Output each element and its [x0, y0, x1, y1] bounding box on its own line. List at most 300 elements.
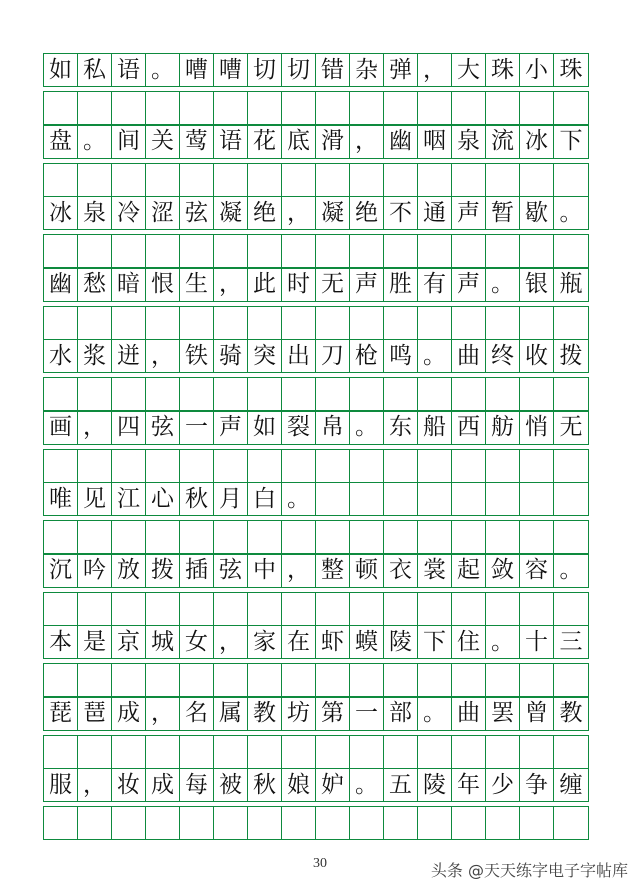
practice-cell — [78, 164, 112, 196]
practice-cell — [418, 736, 452, 768]
character-cell: 城 — [146, 626, 180, 658]
character-cell: 容 — [520, 555, 554, 587]
practice-cell — [554, 92, 588, 124]
practice-cell — [78, 736, 112, 768]
practice-cell — [282, 307, 316, 339]
character-cell: 迸 — [112, 340, 146, 372]
practice-cell — [146, 593, 180, 625]
character-cell: 三 — [559, 628, 583, 655]
practice-cell — [214, 664, 248, 696]
character-cell: 每 — [180, 769, 214, 801]
character-cell: 部 — [384, 698, 418, 730]
practice-cell — [316, 736, 350, 768]
practice-cell — [180, 92, 214, 124]
character-cell: 。 — [486, 269, 520, 301]
character-cell: 本 — [44, 626, 78, 658]
text-grid-row — [43, 554, 589, 588]
practice-cell — [44, 307, 78, 339]
character-cell: 曾 — [520, 698, 554, 730]
text-grid-row — [43, 125, 589, 159]
character-cell: 切 — [282, 54, 316, 86]
practice-cell — [486, 521, 520, 553]
practice-cell — [112, 235, 146, 267]
practice-cell — [112, 450, 146, 482]
practice-cell — [214, 450, 248, 482]
character-cell: 琵 — [44, 698, 78, 730]
practice-cell — [44, 664, 78, 696]
character-cell: 不 — [384, 197, 418, 229]
practice-cell — [452, 378, 486, 410]
practice-cell — [248, 92, 282, 124]
character-cell: 。 — [350, 412, 384, 444]
practice-cell — [520, 664, 554, 696]
practice-cell — [418, 307, 452, 339]
character-cell: 暂 — [486, 197, 520, 229]
character-cell: 西 — [452, 412, 486, 444]
practice-cell — [214, 235, 248, 267]
character-cell: ， — [282, 197, 316, 229]
practice-cell — [316, 307, 350, 339]
practice-cell — [384, 593, 418, 625]
character-cell: 住 — [452, 626, 486, 658]
character-cell: 下 — [418, 626, 452, 658]
character-cell: 陵 — [384, 626, 418, 658]
character-cell: 暗 — [112, 269, 146, 301]
practice-cell — [316, 664, 350, 696]
character-cell: 错 — [316, 54, 350, 86]
practice-cell — [78, 807, 112, 839]
practice-cell — [214, 92, 248, 124]
character-cell: 十 — [520, 626, 554, 658]
practice-cell — [44, 92, 78, 124]
practice-cell — [486, 164, 520, 196]
practice-cell — [248, 450, 282, 482]
practice-cell — [282, 521, 316, 553]
practice-cell — [554, 593, 588, 625]
practice-cell — [350, 521, 384, 553]
practice-cell — [350, 664, 384, 696]
practice-cell — [452, 450, 486, 482]
practice-cell — [452, 664, 486, 696]
practice-cell — [282, 235, 316, 267]
practice-cell — [554, 164, 588, 196]
character-cell: 有 — [418, 269, 452, 301]
practice-cell — [418, 521, 452, 553]
practice-cell — [146, 378, 180, 410]
practice-cell — [520, 164, 554, 196]
practice-cell — [520, 235, 554, 267]
character-cell: 如 — [44, 54, 78, 86]
character-cell: 。 — [282, 483, 316, 515]
character-cell: 敛 — [486, 555, 520, 587]
practice-cell — [214, 521, 248, 553]
practice-cell — [384, 664, 418, 696]
practice-cell — [180, 378, 214, 410]
character-cell: 莺 — [180, 126, 214, 158]
character-cell: 嘈 — [214, 54, 248, 86]
practice-cell — [78, 521, 112, 553]
character-cell: 珠 — [559, 56, 583, 83]
practice-cell — [282, 807, 316, 839]
practice-cell — [418, 164, 452, 196]
character-cell: 插 — [180, 555, 214, 587]
practice-cell — [554, 450, 588, 482]
practice-cell — [248, 307, 282, 339]
character-cell: 教 — [248, 698, 282, 730]
character-cell: 冰 — [44, 197, 78, 229]
character-cell: 是 — [78, 626, 112, 658]
character-cell: 陵 — [418, 769, 452, 801]
practice-cell — [282, 450, 316, 482]
practice-cell — [44, 450, 78, 482]
practice-cell — [282, 736, 316, 768]
character-cell: 被 — [214, 769, 248, 801]
practice-cell — [146, 164, 180, 196]
character-cell: 。 — [418, 340, 452, 372]
practice-cell — [282, 593, 316, 625]
character-cell: 凝 — [316, 197, 350, 229]
character-cell: 下 — [559, 128, 583, 154]
practice-grid-row — [43, 306, 589, 340]
practice-cell — [418, 235, 452, 267]
practice-cell — [78, 664, 112, 696]
character-cell: 秋 — [248, 769, 282, 801]
practice-cell — [282, 378, 316, 410]
character-cell: 突 — [248, 340, 282, 372]
character-cell: 语 — [112, 54, 146, 86]
practice-cell — [214, 378, 248, 410]
character-cell: 滑 — [316, 126, 350, 158]
practice-cell — [350, 92, 384, 124]
practice-cell — [112, 664, 146, 696]
character-cell: 胜 — [384, 269, 418, 301]
character-cell: 绝 — [248, 197, 282, 229]
character-cell: 画 — [44, 412, 78, 444]
character-cell: ， — [350, 126, 384, 158]
text-grid-row — [43, 482, 589, 516]
character-cell: 泉 — [452, 126, 486, 158]
practice-cell — [350, 307, 384, 339]
practice-cell — [520, 450, 554, 482]
character-cell: 在 — [282, 626, 316, 658]
practice-cell — [316, 164, 350, 196]
character-cell: 底 — [282, 126, 316, 158]
character-cell: 冰 — [520, 126, 554, 158]
character-cell: 。 — [146, 54, 180, 86]
practice-cell — [418, 378, 452, 410]
practice-cell — [554, 807, 588, 839]
character-cell: ， — [418, 54, 452, 86]
practice-cell — [180, 664, 214, 696]
character-cell: 中 — [248, 555, 282, 587]
practice-cell — [180, 307, 214, 339]
character-cell: 名 — [180, 698, 214, 730]
practice-cell — [214, 736, 248, 768]
character-cell: 铁 — [180, 340, 214, 372]
practice-cell — [350, 807, 384, 839]
character-cell: 妆 — [112, 769, 146, 801]
practice-cell — [452, 807, 486, 839]
practice-cell — [384, 164, 418, 196]
text-grid-row — [43, 53, 589, 87]
character-cell: 争 — [520, 769, 554, 801]
practice-cell — [112, 736, 146, 768]
character-cell: ， — [214, 269, 248, 301]
character-cell: 银 — [520, 269, 554, 301]
practice-cell — [214, 164, 248, 196]
practice-cell — [44, 521, 78, 553]
practice-cell — [486, 92, 520, 124]
practice-grid-row — [43, 91, 589, 125]
practice-cell — [384, 378, 418, 410]
character-cell: 涩 — [146, 197, 180, 229]
character-cell: 冷 — [112, 197, 146, 229]
practice-cell — [316, 807, 350, 839]
character-cell: 绝 — [350, 197, 384, 229]
practice-cell — [384, 807, 418, 839]
character-cell: 弦 — [180, 197, 214, 229]
character-cell: 东 — [384, 412, 418, 444]
practice-cell — [554, 235, 588, 267]
practice-cell — [316, 235, 350, 267]
practice-cell — [486, 807, 520, 839]
character-cell: 吟 — [78, 555, 112, 587]
character-cell: 裳 — [418, 555, 452, 587]
practice-cell — [78, 378, 112, 410]
character-cell: 瓶 — [559, 271, 583, 297]
character-cell: 一 — [180, 412, 214, 444]
practice-cell — [418, 664, 452, 696]
character-cell: 恨 — [146, 269, 180, 301]
practice-cell — [248, 593, 282, 625]
character-cell: 间 — [112, 126, 146, 158]
character-cell: 小 — [520, 54, 554, 86]
character-cell: 。 — [559, 199, 583, 226]
character-cell: 起 — [452, 555, 486, 587]
character-cell: 唯 — [44, 483, 78, 515]
practice-cell — [452, 593, 486, 625]
character-cell: 服 — [44, 769, 78, 801]
practice-cell — [282, 664, 316, 696]
practice-cell — [146, 521, 180, 553]
practice-cell — [112, 164, 146, 196]
practice-cell — [180, 521, 214, 553]
character-cell: 。 — [350, 769, 384, 801]
character-cell: 骑 — [214, 340, 248, 372]
practice-cell — [78, 235, 112, 267]
practice-grid-row — [43, 806, 589, 840]
character-cell: 整 — [316, 555, 350, 587]
character-cell: 幽 — [384, 126, 418, 158]
practice-cell — [418, 807, 452, 839]
character-cell: 杂 — [350, 54, 384, 86]
practice-cell — [180, 807, 214, 839]
practice-cell — [112, 378, 146, 410]
practice-cell — [520, 307, 554, 339]
character-cell: 女 — [180, 626, 214, 658]
character-cell: 。 — [559, 557, 583, 583]
character-cell: 声 — [452, 269, 486, 301]
practice-cell — [44, 378, 78, 410]
character-cell: ， — [78, 412, 112, 444]
practice-cell — [112, 593, 146, 625]
practice-cell — [282, 92, 316, 124]
practice-grid-row — [43, 163, 589, 197]
character-cell: 如 — [248, 412, 282, 444]
character-cell: 顿 — [350, 555, 384, 587]
character-cell: 家 — [248, 626, 282, 658]
character-cell: 白 — [248, 483, 282, 515]
text-grid-row — [43, 625, 589, 659]
character-cell: ， — [214, 626, 248, 658]
text-grid-row — [43, 339, 589, 373]
character-cell: 。 — [78, 126, 112, 158]
practice-cell — [112, 807, 146, 839]
practice-cell — [384, 736, 418, 768]
practice-cell — [520, 521, 554, 553]
practice-cell — [554, 736, 588, 768]
character-cell: 坊 — [282, 698, 316, 730]
character-cell: 妒 — [316, 769, 350, 801]
practice-grid-row — [43, 592, 589, 626]
character-cell: 嘈 — [180, 54, 214, 86]
character-cell: 大 — [452, 54, 486, 86]
practice-cell — [486, 736, 520, 768]
character-cell: 声 — [350, 269, 384, 301]
character-cell: 悄 — [520, 412, 554, 444]
practice-cell — [78, 307, 112, 339]
character-cell: 花 — [248, 126, 282, 158]
watermark: 头条 @天天练字电子字帖库 — [430, 861, 628, 880]
text-grid-row — [43, 411, 589, 445]
character-cell: 曲 — [452, 340, 486, 372]
practice-cell — [214, 593, 248, 625]
character-cell: 水 — [44, 340, 78, 372]
practice-grid-row — [43, 520, 589, 554]
practice-cell — [44, 593, 78, 625]
character-cell: 江 — [112, 483, 146, 515]
practice-cell — [520, 593, 554, 625]
practice-cell — [554, 307, 588, 339]
character-cell: 歇 — [520, 197, 554, 229]
practice-cell — [180, 164, 214, 196]
practice-cell — [384, 307, 418, 339]
character-cell: ， — [146, 340, 180, 372]
practice-cell — [248, 807, 282, 839]
practice-cell — [44, 235, 78, 267]
practice-cell — [316, 378, 350, 410]
character-cell: 曲 — [452, 698, 486, 730]
character-cell: 缠 — [559, 771, 583, 798]
character-cell: 舫 — [486, 412, 520, 444]
character-cell: 盘 — [44, 126, 78, 158]
character-cell — [316, 483, 350, 515]
character-cell: 罢 — [486, 698, 520, 730]
character-cell: 虾 — [316, 626, 350, 658]
character-cell: 衣 — [384, 555, 418, 587]
character-cell: 拨 — [559, 342, 583, 369]
character-cell: 少 — [486, 769, 520, 801]
practice-cell — [554, 378, 588, 410]
practice-cell — [418, 593, 452, 625]
character-cell — [520, 483, 554, 515]
character-cell: 咽 — [418, 126, 452, 158]
character-cell: 弦 — [146, 412, 180, 444]
practice-cell — [486, 664, 520, 696]
practice-cell — [486, 450, 520, 482]
text-grid-row — [43, 268, 589, 302]
practice-cell — [350, 593, 384, 625]
character-cell: 船 — [418, 412, 452, 444]
practice-cell — [384, 235, 418, 267]
character-cell: 泉 — [78, 197, 112, 229]
character-cell: 时 — [282, 269, 316, 301]
practice-cell — [248, 521, 282, 553]
character-cell — [384, 483, 418, 515]
practice-cell — [146, 807, 180, 839]
character-cell: 年 — [452, 769, 486, 801]
practice-cell — [350, 164, 384, 196]
practice-cell — [452, 235, 486, 267]
character-cell: 弦 — [214, 555, 248, 587]
practice-cell — [248, 736, 282, 768]
character-cell: 蟆 — [350, 626, 384, 658]
character-cell: 声 — [214, 412, 248, 444]
character-cell: 无 — [559, 414, 583, 440]
practice-cell — [520, 736, 554, 768]
text-grid-row — [43, 196, 589, 230]
practice-cell — [180, 736, 214, 768]
practice-grid-row — [43, 735, 589, 769]
character-cell: 关 — [146, 126, 180, 158]
practice-cell — [146, 92, 180, 124]
character-cell: 珠 — [486, 54, 520, 86]
practice-cell — [44, 164, 78, 196]
practice-cell — [350, 736, 384, 768]
character-cell: 秋 — [180, 483, 214, 515]
practice-cell — [214, 807, 248, 839]
practice-grid-row — [43, 377, 589, 411]
character-cell: 此 — [248, 269, 282, 301]
practice-grid-row — [43, 234, 589, 268]
practice-cell — [452, 307, 486, 339]
character-cell — [554, 483, 588, 515]
character-cell: 四 — [112, 412, 146, 444]
practice-cell — [248, 378, 282, 410]
character-cell: 见 — [78, 483, 112, 515]
practice-cell — [78, 593, 112, 625]
practice-cell — [112, 92, 146, 124]
practice-cell — [248, 664, 282, 696]
character-cell: 生 — [180, 269, 214, 301]
character-cell: 鸣 — [384, 340, 418, 372]
practice-cell — [350, 378, 384, 410]
character-cell: 流 — [486, 126, 520, 158]
practice-cell — [78, 450, 112, 482]
character-cell: 心 — [146, 483, 180, 515]
practice-cell — [112, 307, 146, 339]
character-cell: 无 — [316, 269, 350, 301]
practice-cell — [316, 521, 350, 553]
character-cell: ， — [78, 769, 112, 801]
character-cell: ， — [146, 698, 180, 730]
practice-cell — [248, 235, 282, 267]
practice-cell — [350, 450, 384, 482]
practice-cell — [452, 736, 486, 768]
text-grid-row — [43, 768, 589, 802]
character-cell — [350, 483, 384, 515]
character-cell: 成 — [112, 698, 146, 730]
